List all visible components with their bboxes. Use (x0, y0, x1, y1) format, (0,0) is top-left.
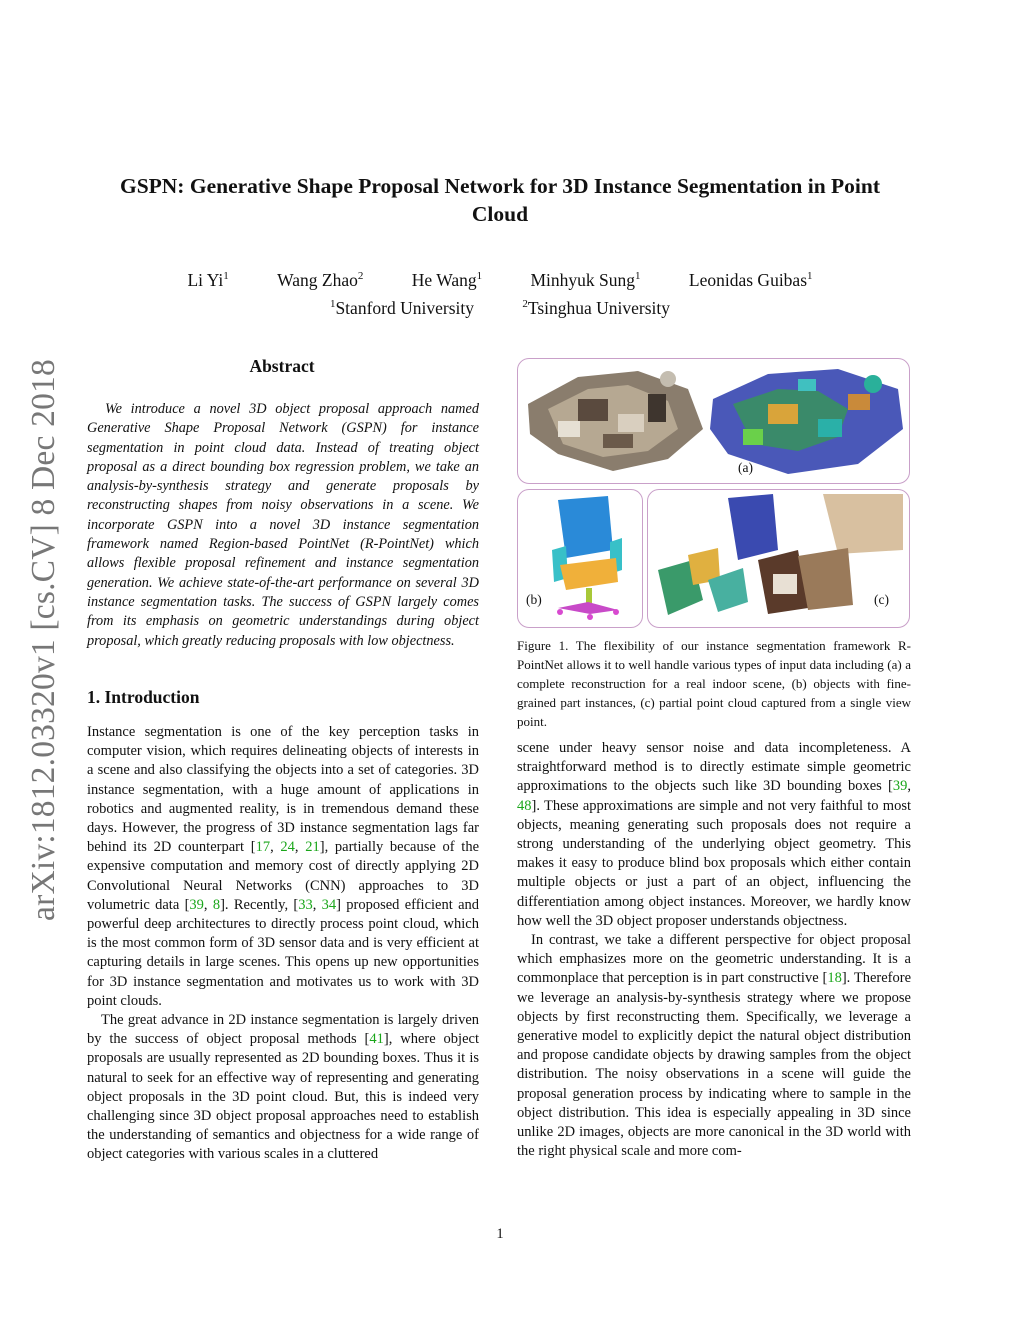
scene-photo-render (528, 371, 703, 471)
paragraph: In contrast, we take a different perspective for object proposal which emphasizes more on the geometric understanding. It is a commonplace that perception is in part constructive [18]. Therefore we leverage an analysis-by-synthesis strategy where we propose objects by first reconstructing them. Specifically, we leverage a generative model to explicitly depict the natural object distribution and propose candidate objects by drawing samples from the object distribution. The noisy observations in a scene will guide the proposal generation process by indicating where to sample in the object distribution. This idea is especially appealing in 3D since unlike 2D images, objects are more canonical in the 3D world with the right physical scale and more com- (517, 932, 912, 1160)
figure-panel-c (647, 489, 910, 628)
scene-segmentation-render (710, 369, 903, 474)
citation-link[interactable]: 41 (369, 1031, 384, 1048)
author: Li Yi$^1$ (187, 269, 229, 290)
abstract-body (87, 400, 479, 651)
affiliation: $^2$Tsinghua University (522, 297, 671, 318)
author: He Wang$^1$ (411, 269, 483, 290)
author: Leonidas Guibas$^1$ (688, 269, 813, 290)
affiliation-list (100, 292, 900, 320)
citation-link[interactable]: 48 (517, 797, 532, 814)
abstract-heading: Abstract (249, 356, 315, 376)
panel-label-a: (a) (738, 460, 753, 475)
introduction-right-column (517, 739, 911, 1161)
figure-1 (517, 358, 911, 626)
citation-link[interactable]: 18 (827, 970, 842, 987)
figure-panel-b (517, 489, 643, 628)
page-number: 1 (496, 1226, 504, 1242)
indoor-scene-reconstruction-image (518, 359, 909, 483)
citation-link[interactable]: 34 (321, 896, 337, 913)
panel-label-c: (c) (874, 592, 889, 607)
section-heading-introduction: 1. Introduction (87, 687, 200, 707)
partial-scan-segmentation (658, 494, 778, 615)
paragraph: Instance segmentation is one of the key perception tasks in computer vision, which requires delineating objects of interests in a scene and also classifying the objects into a set of categories. 3D instance segmentation, with a huge amount of applications in robotics and augmented reality, is in tremendous demand these days. However, the progress of 3D instance segmentation lags far behind its 2D counterpart [17, 24, 21], partially because of the expensive computation and memory cost of directly applying 2D Convolutional Neural Networks (CNN) approaches to 3D volumetric data [39, 8]. Recently, [33, 34] proposed efficient and powerful deep architectures to directly process point cloud, which is the most common form of 3D sensor data and is very efficient at capturing details in large scenes. This opens up new opportunities for 3D instance segmentation and motivates us to work with 3D point clouds. (87, 724, 480, 1009)
paragraph: scene under heavy sensor noise and data incompleteness. A straightforward method is to directly estimate simple geometric approximations to the objects such like 3D bounding boxes [39, 48]. These approximations are simple and not very faithful to most objects, meaning generating such proposals does not require a strong understanding of the underlying object geometry. This makes it easy to produce blind box proposals which either contain multiple objects or just a part of an object, influencing the differentiation among object instances. Moreover, we hardly know how well the 3D object proposer understands objectness. (517, 740, 911, 929)
author: Wang Zhao$^2$ (277, 269, 364, 290)
figure-panel-a (517, 358, 910, 484)
partial-point-cloud-image (648, 490, 909, 627)
citation-link[interactable]: 39 (892, 778, 908, 795)
citation-link[interactable]: 8 (212, 896, 221, 913)
author: Minhyuk Sung$^1$ (530, 269, 641, 290)
abstract-text: We introduce a novel 3D object proposal approach named Generative Shape Proposal Network (GSPN) for instance segmentation in point cloud data. Instead of treating object proposal as a direct bounding box regression problem, we take an analysis-by-synthesis strategy and generate proposals by reconstructing shapes from noisy observations in a scene. We incorporate GSPN into a novel 3D instance segmentation framework named Region-based PointNet (R-PointNet) which allows flexible proposal refinement and instance segmentation generation. We achieve state-of-the-art performance on several 3D instance segmentation tasks. The success of GSPN largely comes from its emphasis on geometric understandings during object proposal, which greatly reducing proposals with low objectness. (87, 401, 479, 649)
paragraph: The great advance in 2D instance segmentation is largely driven by the success of object proposal methods [41], where object proposals are usually represented as 2D bounding boxes. Thus it is natural to seek for an effective way of representing and generating object proposals in the 3D point cloud. But, this is indeed very challenging since 3D object proposal approaches need to establish the understanding of semantics and objectness for a wide range of object categories with various scales in a cluttered (87, 1012, 479, 1163)
citation-link[interactable]: 33 (298, 896, 313, 913)
author-list (100, 264, 900, 292)
introduction-left-column (87, 723, 479, 1165)
chair-render (552, 496, 622, 620)
citation-link[interactable]: 24 (280, 839, 295, 856)
citation-link[interactable]: 17 (255, 839, 271, 856)
citation-link[interactable]: 39 (189, 896, 204, 913)
paper-title: GSPN: Generative Shape Proposal Network for 3D Instance Segmentation in Point Cloud (119, 174, 881, 226)
author-block (100, 264, 900, 320)
panel-label-b: (b) (526, 592, 542, 607)
affiliation: $^1$Stanford University (329, 297, 474, 318)
figure-1-caption: Figure 1. The flexibility of our instance segmentation framework R-PointNet allows it to well handle various types of input data including (a) a complete reconstruction for a real indoor scene, (b) objects with fine-grained part instances, (c) partial point cloud captured from a single view point. (517, 638, 911, 729)
arxiv-identifier: arXiv:1812.03320v1 [cs.CV] 8 Dec 2018 (25, 359, 62, 921)
citation-link[interactable]: 21 (305, 839, 320, 856)
